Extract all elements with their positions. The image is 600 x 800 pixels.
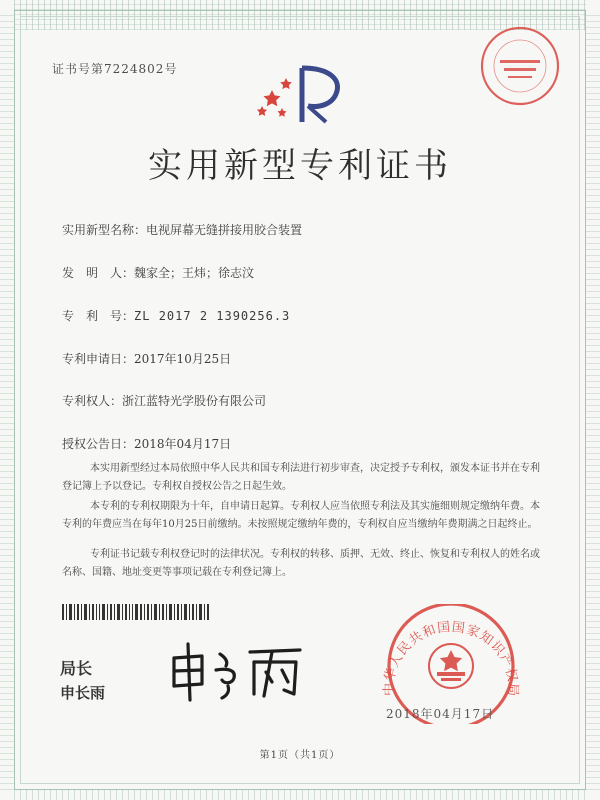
grant-date-label: 授权公告日： — [62, 437, 135, 451]
utility-model-name-value: 电视屏幕无缝拼接用胶合装置 — [146, 223, 303, 237]
patent-number-value: ZL 2017 2 1390256.3 — [134, 309, 291, 323]
inventor-value: 魏家全；王炜；徐志汶 — [134, 266, 255, 280]
filing-date-value: 2017年10月25日 — [134, 352, 232, 366]
paragraph-1 — [62, 460, 542, 496]
cnipa-logo-icon — [250, 60, 360, 130]
patentee-row — [62, 392, 266, 409]
patent-number-label: 专 利 号： — [62, 309, 135, 323]
director-signature-icon — [168, 640, 308, 702]
certificate-number: 证书号第7224802号 — [52, 62, 178, 76]
grant-date-row — [62, 435, 231, 452]
decorative-bottom-border — [14, 790, 586, 800]
patent-number-row — [62, 307, 290, 324]
filing-date-row — [62, 350, 231, 367]
paragraph-3 — [62, 546, 542, 582]
director-title: 局长 — [60, 659, 93, 678]
inventor-label: 发 明 人： — [62, 266, 135, 280]
utility-model-name-row — [62, 221, 302, 238]
seal-text: 中华人民共和国国家知识产权局 — [381, 619, 521, 698]
certificate-title: 实用新型专利证书 — [148, 146, 452, 186]
director-name: 申长雨 — [60, 684, 106, 702]
paragraph-3-text: 专利证书记载专利权登记时的法律状况。专利权的转移、质押、无效、终止、恢复和专利权人的姓名或名称、国籍、地址变更等事项记载在专利登记簿上。 — [62, 549, 540, 578]
paragraph-2 — [62, 498, 542, 534]
paragraph-1-text: 本实用新型经过本局依照中华人民共和国专利法进行初步审查，决定授予专利权，颁发本证书并在专利登记簿上予以登记。专利权自授权公告之日起生效。 — [62, 463, 540, 492]
agency-stamp-icon — [478, 24, 562, 108]
decorative-right-border — [586, 10, 600, 790]
decorative-left-border — [0, 10, 14, 790]
seal-date: 2018年04月17日 — [386, 707, 495, 721]
page-number: 第1页（共1页） — [259, 750, 341, 761]
patentee-label: 专利权人： — [62, 394, 123, 408]
patentee-value: 浙江蓝特光学股份有限公司 — [122, 394, 267, 408]
grant-date-value: 2018年04月17日 — [134, 437, 232, 451]
barcode-icon — [62, 604, 212, 620]
filing-date-label: 专利申请日： — [62, 352, 135, 366]
utility-model-name-label: 实用新型名称： — [62, 223, 147, 237]
inventor-row — [62, 264, 254, 281]
paragraph-2-text: 本专利的专利权期限为十年，自申请日起算。专利权人应当依照专利法及其实施细则规定缴纳年费。本专利的年费应当在每年10月25日前缴纳。未按照规定缴纳年费的，专利权自应当缴纳年费期满之日起终止。 — [62, 501, 540, 530]
